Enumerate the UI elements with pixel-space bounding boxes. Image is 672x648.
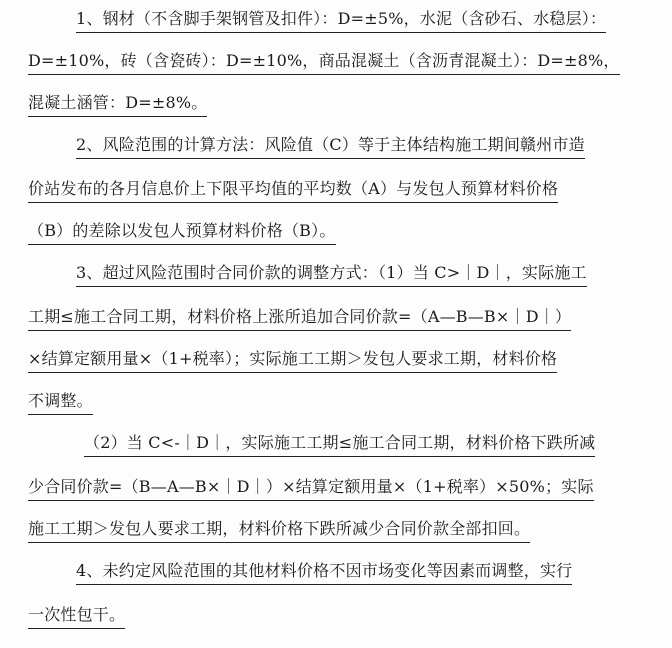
line-4-text: 2、风险范围的计算方法：风险值（C）等于主体结构施工期间赣州市造 (76, 133, 585, 159)
line-7 (76, 258, 587, 292)
line-6-text: （B）的差除以发包人预算材料价格（B）。 (28, 219, 336, 245)
line-15-text: 一次性包干。 (28, 603, 125, 629)
line-9-text: ×结算定额用量×（1+税率）；实际施工工期＞发包人要求工期，材料价格 (28, 347, 557, 373)
line-1-text: 1、钢材（不含脚手架钢管及扣件）：D=±5%，水泥（含砂石、水稳层）： (76, 7, 606, 33)
line-15 (28, 600, 125, 634)
line-12-text: 少合同价款=（B—A—B×｜D｜）×结算定额用量×（1+税率）×50%；实际 (28, 475, 594, 501)
line-7-text: 3、超过风险范围时合同价款的调整方式：（1）当 C>｜D｜，实际施工 (76, 261, 587, 287)
line-2-text: D=±10%，砖（含瓷砖）：D=±10%，商品混凝土（含沥青混凝土）：D=±8%， (28, 49, 620, 75)
line-1 (76, 4, 606, 38)
line-6 (28, 216, 336, 250)
line-11 (84, 428, 595, 462)
line-14 (76, 556, 572, 590)
line-5 (28, 174, 558, 208)
line-11-text: （2）当 C<-｜D｜，实际施工工期≤施工合同工期，材料价格下跌所减 (84, 431, 595, 457)
line-8-text: 工期≤施工合同工期，材料价格上涨所追加合同价款=（A—B—B×｜D｜） (28, 305, 571, 331)
line-3 (28, 88, 207, 122)
line-9 (28, 344, 557, 378)
line-5-text: 价站发布的各月信息价上下限平均值的平均数（A）与发包人预算材料价格 (28, 177, 558, 203)
line-4 (76, 130, 585, 164)
line-3-text: 混凝土涵管：D=±8%。 (28, 91, 207, 117)
line-8 (28, 302, 571, 336)
line-13-text: 施工工期＞发包人要求工期，材料价格下跌所减少合同价款全部扣回。 (28, 517, 530, 543)
line-10 (28, 386, 93, 420)
line-14-text: 4、未约定风险范围的其他材料价格不因市场变化等因素而调整，实行 (76, 559, 572, 585)
line-12 (28, 472, 594, 506)
line-10-text: 不调整。 (28, 389, 93, 415)
line-13 (28, 514, 530, 548)
line-2 (28, 46, 620, 80)
